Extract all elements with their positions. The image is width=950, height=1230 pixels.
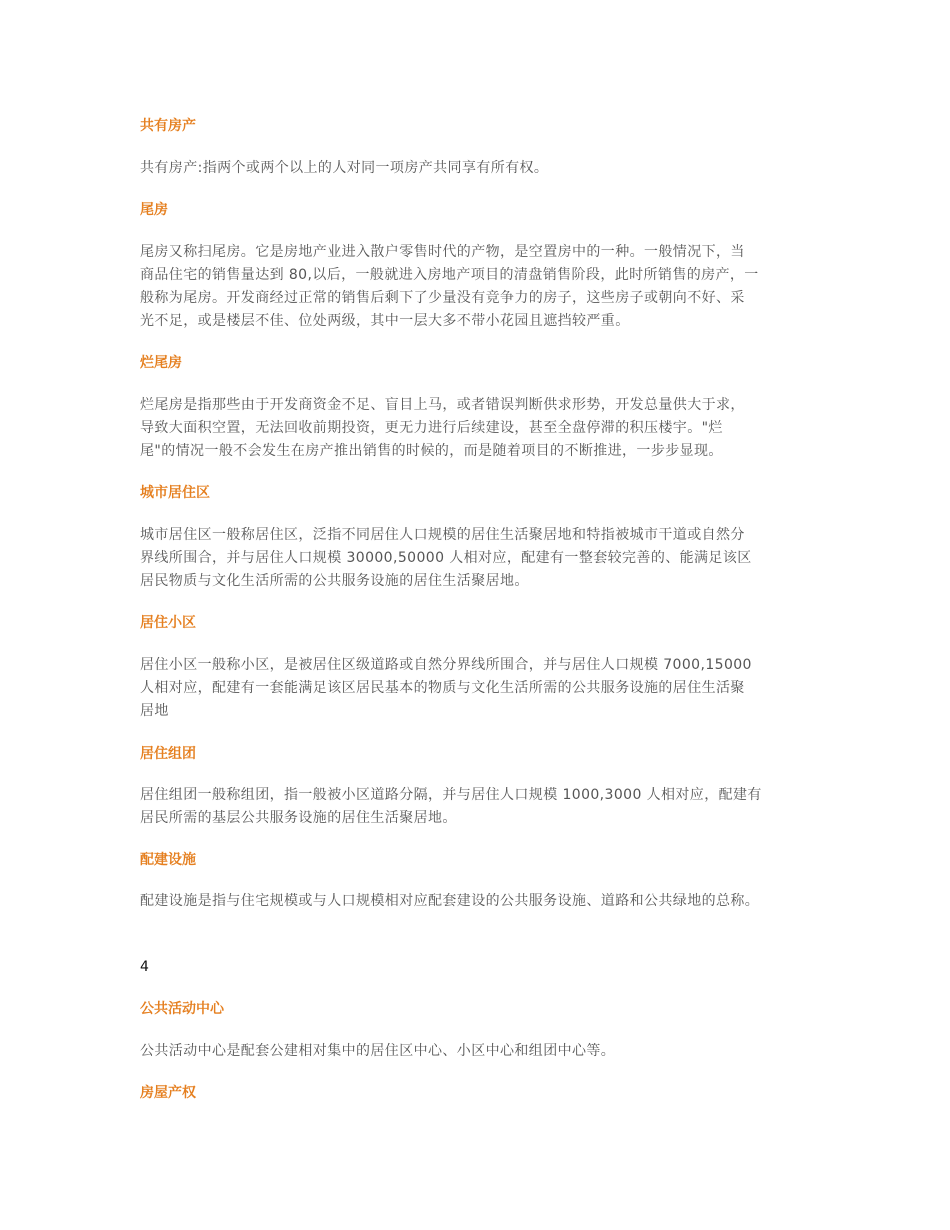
paragraph-supporting-facilities [140, 890, 812, 913]
paragraph-line: 配建设施是指与住宅规模或与人口规模相对应配套建设的公共服务设施、道路和公共绿地的总称。 [140, 893, 760, 909]
paragraph-line: 尾"的情况一般不会发生在房产推出销售的时候的，而是随着项目的不断推进，一步步显现。 [140, 443, 723, 459]
paragraph-line: 商品住宅的销售量达到 80,以后，一般就进入房地产项目的清盘销售阶段，此时所销售的房产，一 [140, 267, 759, 283]
paragraph-public-activity-center [140, 1040, 812, 1063]
heading-supporting-facilities: 配建设施 [140, 852, 196, 868]
paragraph-line: 共有房产:指两个或两个以上的人对同一项房产共同享有所有权。 [140, 160, 549, 176]
paragraph-shared-property [140, 157, 812, 180]
paragraph-urban-residential-district [140, 524, 812, 593]
paragraph-line: 城市居住区一般称居住区，泛指不同居住人口规模的居住生活聚居地和特指被城市干道或自然分 [140, 527, 745, 543]
paragraph-line: 居地 [140, 703, 169, 719]
paragraph-line: 居民物质与文化生活所需的公共服务设施的居住生活聚居地。 [140, 573, 529, 589]
paragraph-line: 导致大面积空置，无法回收前期投资，更无力进行后续建设，甚至全盘停滞的积压楼宇。"烂 [140, 420, 723, 436]
paragraph-line: 人相对应，配建有一套能满足该区居民基本的物质与文化生活所需的公共服务设施的居住生活聚 [140, 680, 745, 696]
heading-urban-residential-district: 城市居住区 [140, 485, 210, 501]
heading-residential-quarter: 居住小区 [140, 615, 196, 631]
paragraph-residential-quarter [140, 654, 812, 723]
paragraph-line: 烂尾房是指那些由于开发商资金不足、盲目上马，或者错误判断供求形势，开发总量供大于求， [140, 397, 745, 413]
paragraph-line: 居住组团一般称组团，指一般被小区道路分隔，并与居住人口规模 1000,3000 人相对应，配建有 [140, 787, 762, 803]
paragraph-line: 般称为尾房。开发商经过正常的销售后剩下了少量没有竞争力的房子，这些房子或朝向不好、采 [140, 290, 745, 306]
heading-unfinished-building: 烂尾房 [140, 355, 182, 371]
heading-public-activity-center: 公共活动中心 [140, 1001, 224, 1017]
paragraph-line: 光不足，或是楼层不佳、位处两级，其中一层大多不带小花园且遮挡较严重。 [140, 313, 630, 329]
paragraph-line: 居民所需的基层公共服务设施的居住生活聚居地。 [140, 810, 457, 826]
heading-tail-house: 尾房 [140, 202, 168, 218]
page-number: 4 [140, 959, 149, 975]
paragraph-line: 居住小区一般称小区，是被居住区级道路或自然分界线所围合，并与居住人口规模 7000,15000 [140, 657, 752, 673]
paragraph-line: 公共活动中心是配套公建相对集中的居住区中心、小区中心和组团中心等。 [140, 1043, 616, 1059]
paragraph-line: 界线所围合，并与居住人口规模 30000,50000 人相对应，配建有一整套较完善的、能满足该区 [140, 550, 752, 566]
paragraph-unfinished-building [140, 394, 812, 463]
paragraph-residential-group [140, 784, 812, 830]
paragraph-line: 尾房又称扫尾房。它是房地产业进入散户零售时代的产物，是空置房中的一种。一般情况下，当 [140, 244, 745, 260]
heading-property-rights: 房屋产权 [140, 1085, 196, 1101]
heading-residential-group: 居住组团 [140, 746, 196, 762]
paragraph-tail-house [140, 241, 812, 333]
heading-shared-property: 共有房产 [140, 118, 196, 134]
